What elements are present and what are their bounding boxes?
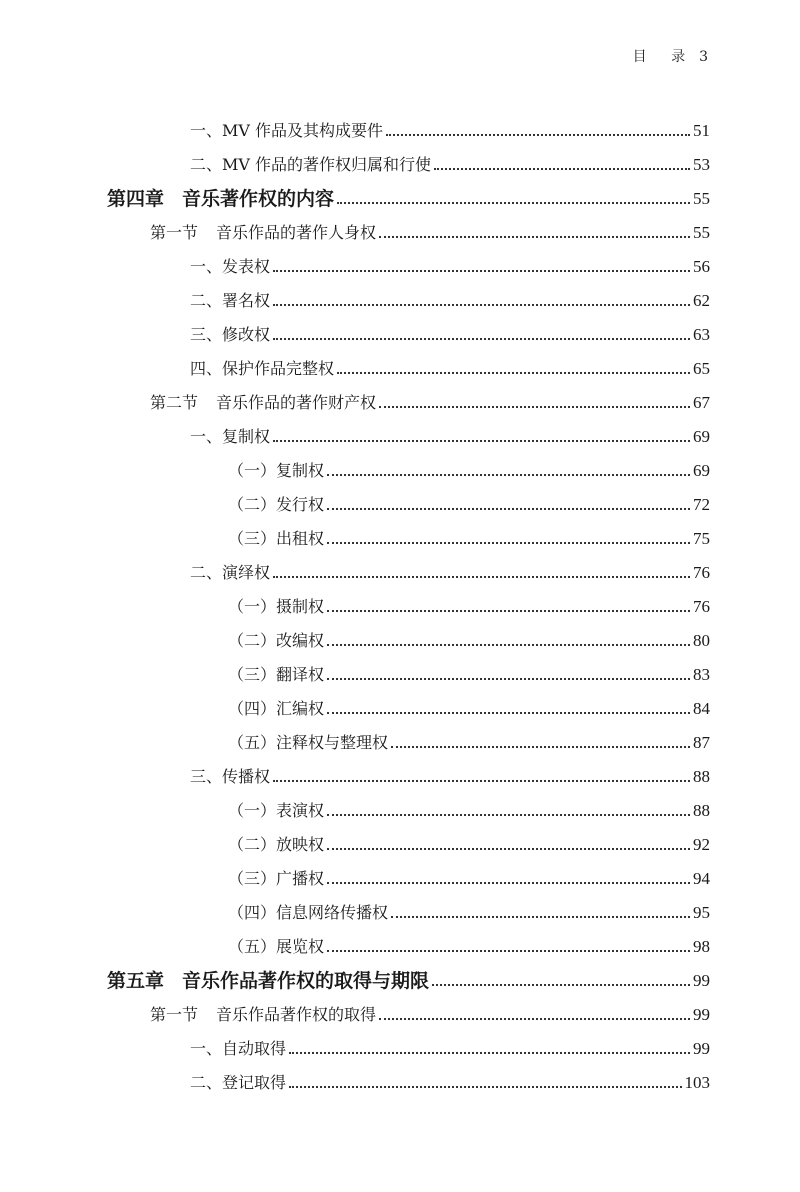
toc-entry-text: 一、自动取得 [190,1039,287,1058]
toc-entry-text: 二、演绎权 [190,563,271,582]
toc-chapter-entry[interactable] [107,178,710,210]
toc-page-number: 88 [693,767,710,786]
toc-entry-text: 二、MV 作品的著作权归属和行使 [190,155,432,174]
toc-entry-text: （三）出租权 [228,529,325,548]
dot-leader [273,576,690,578]
toc-page-number: 55 [693,223,710,242]
toc-entry-title [228,528,324,550]
toc-entry-title [190,154,431,176]
toc-entry-title [228,936,324,958]
toc-entry-text: 一、发表权 [190,257,271,276]
toc-entry[interactable] [190,1062,710,1094]
dot-leader [273,780,690,782]
toc-page-number: 76 [693,563,710,582]
toc-entry[interactable] [228,926,710,958]
toc-page-number: 62 [693,291,710,310]
dot-leader [337,372,690,374]
toc-entry-text: 一、MV 作品及其构成要件 [190,121,384,140]
dot-leader [434,168,690,170]
toc-page-number: 84 [693,699,710,718]
toc-entry[interactable] [228,790,710,822]
toc-page-number: 99 [693,1039,710,1058]
toc-entry-title [228,664,324,686]
toc-entry[interactable] [190,416,710,448]
toc-entry-title [228,868,324,890]
toc-entry[interactable] [190,110,710,142]
toc-entry-text: （一）复制权 [228,461,325,480]
toc-entry[interactable] [228,688,710,720]
toc-entry-text: （一）表演权 [228,801,325,820]
dot-leader [386,134,690,136]
toc-entry-text: 二、署名权 [190,291,271,310]
dot-leader [391,746,690,748]
toc-entry-title [190,1038,286,1060]
toc-entry-title [190,1072,286,1094]
dot-leader [327,542,690,544]
toc-entry-text: （四）汇编权 [228,699,325,718]
toc-page-number: 94 [693,869,710,888]
dot-leader [327,848,690,850]
toc-entry[interactable] [190,1028,710,1060]
toc-entry-title [228,460,324,482]
toc-entry-title [228,834,324,856]
toc-page-number: 75 [693,529,710,548]
toc-entry-text: 音乐著作权的内容 [182,188,335,210]
toc-entry-text: 音乐作品的著作人身权 [216,223,377,242]
toc-entry-text: （五）注释权与整理权 [228,733,389,752]
dot-leader [327,678,690,680]
toc-entry-title [228,800,324,822]
toc-entry[interactable] [228,858,710,890]
dot-leader [327,950,690,952]
toc-page-number: 55 [693,189,710,208]
toc-page-number: 69 [693,461,710,480]
dot-leader [432,984,690,986]
toc-page-number: 103 [684,1073,710,1092]
toc-entry-text: 二、登记取得 [190,1073,287,1092]
toc-entry[interactable] [190,144,710,176]
toc-page-number: 76 [693,597,710,616]
toc-page-number: 63 [693,325,710,344]
dot-leader [337,202,690,204]
toc-entry-title [228,732,388,754]
toc-entry-text: 三、传播权 [190,767,271,786]
toc-entry-title [107,970,429,992]
toc-entry[interactable] [190,246,710,278]
toc-page-number: 99 [693,1005,710,1024]
dot-leader [327,882,690,884]
toc-entry-text: （四）信息网络传播权 [228,903,389,922]
toc-page-number: 56 [693,257,710,276]
toc-entry-title [228,494,324,516]
section-number: 第一节 [150,1005,199,1024]
toc-section-entry[interactable] [150,994,710,1026]
toc-entry[interactable] [190,756,710,788]
toc-entry-title [150,392,376,414]
toc-entry-title [190,290,270,312]
toc-entry-title [190,766,270,788]
dot-leader [391,916,690,918]
toc-entry-text: 音乐作品的著作财产权 [216,393,377,412]
toc-entry-title [190,256,270,278]
toc-entry-title [228,596,324,618]
toc-entry[interactable] [228,654,710,686]
toc-page-number: 67 [693,393,710,412]
toc-entry-text: （三）翻译权 [228,665,325,684]
running-head [633,46,708,66]
toc-entry[interactable] [190,348,710,380]
toc-page-number: 51 [693,121,710,140]
toc-entry-text: （二）发行权 [228,495,325,514]
dot-leader [289,1086,681,1088]
toc-entry-title [190,324,270,346]
page-number: 3 [699,49,708,65]
chapter-number: 第五章 [107,970,165,992]
toc-entry-text: （二）放映权 [228,835,325,854]
toc-entry[interactable] [228,450,710,482]
dot-leader [327,610,690,612]
toc-entry[interactable] [228,892,710,924]
section-number: 第二节 [150,393,199,412]
toc-entry[interactable] [190,552,710,584]
toc-page-number: 69 [693,427,710,446]
dot-leader [327,474,690,476]
toc-entry-title [228,902,388,924]
toc-entry-title [107,188,334,210]
toc-entry[interactable] [228,620,710,652]
toc-page-number: 92 [693,835,710,854]
toc-entry-title [228,630,324,652]
dot-leader [273,270,690,272]
toc-section-entry[interactable] [150,212,710,244]
toc-section-entry[interactable] [150,382,710,414]
toc-entry[interactable] [190,280,710,312]
toc-entry-title [228,698,324,720]
toc-page-number: 83 [693,665,710,684]
dot-leader [379,406,690,408]
toc-page-number: 72 [693,495,710,514]
toc-entry-text: （一）摄制权 [228,597,325,616]
toc-entry[interactable] [228,824,710,856]
toc-entry-title [190,358,334,380]
dot-leader [273,304,690,306]
toc-page-number: 65 [693,359,710,378]
toc-entry-title [190,426,270,448]
toc-entry[interactable] [228,722,710,754]
dot-leader [327,712,690,714]
dot-leader [379,1018,690,1020]
toc-entry-title [150,1004,376,1026]
toc-entry-text: （三）广播权 [228,869,325,888]
toc-entry-text: （五）展览权 [228,937,325,956]
toc-page-number: 95 [693,903,710,922]
toc-entry-title [190,120,383,142]
toc-entry-text: 三、修改权 [190,325,271,344]
toc-entry-title [150,222,376,244]
dot-leader [327,644,690,646]
toc-entry-text: 四、保护作品完整权 [190,359,335,378]
dot-leader [327,508,690,510]
dot-leader [379,236,690,238]
toc-entry-text: 音乐作品著作权的取得 [216,1005,377,1024]
toc-entry[interactable] [228,484,710,516]
toc-page-number: 98 [693,937,710,956]
toc-entry-title [190,562,270,584]
toc-page-number: 99 [693,971,710,990]
section-number: 第一节 [150,223,199,242]
toc-entry[interactable] [228,586,710,618]
toc-entry-text: （二）改编权 [228,631,325,650]
dot-leader [289,1052,690,1054]
toc-entry[interactable] [190,314,710,346]
dot-leader [273,440,690,442]
toc-entry-text: 一、复制权 [190,427,271,446]
toc-entry[interactable] [228,518,710,550]
chapter-number: 第四章 [107,188,165,210]
dot-leader [273,338,690,340]
toc-page-number: 80 [693,631,710,650]
toc-chapter-entry[interactable] [107,960,710,992]
dot-leader [327,814,690,816]
toc-page-number: 87 [693,733,710,752]
toc-page-number: 88 [693,801,710,820]
toc-entry-text: 音乐作品著作权的取得与期限 [182,970,430,992]
running-head-label: 目 录 [632,49,696,65]
toc-page-number: 53 [693,155,710,174]
